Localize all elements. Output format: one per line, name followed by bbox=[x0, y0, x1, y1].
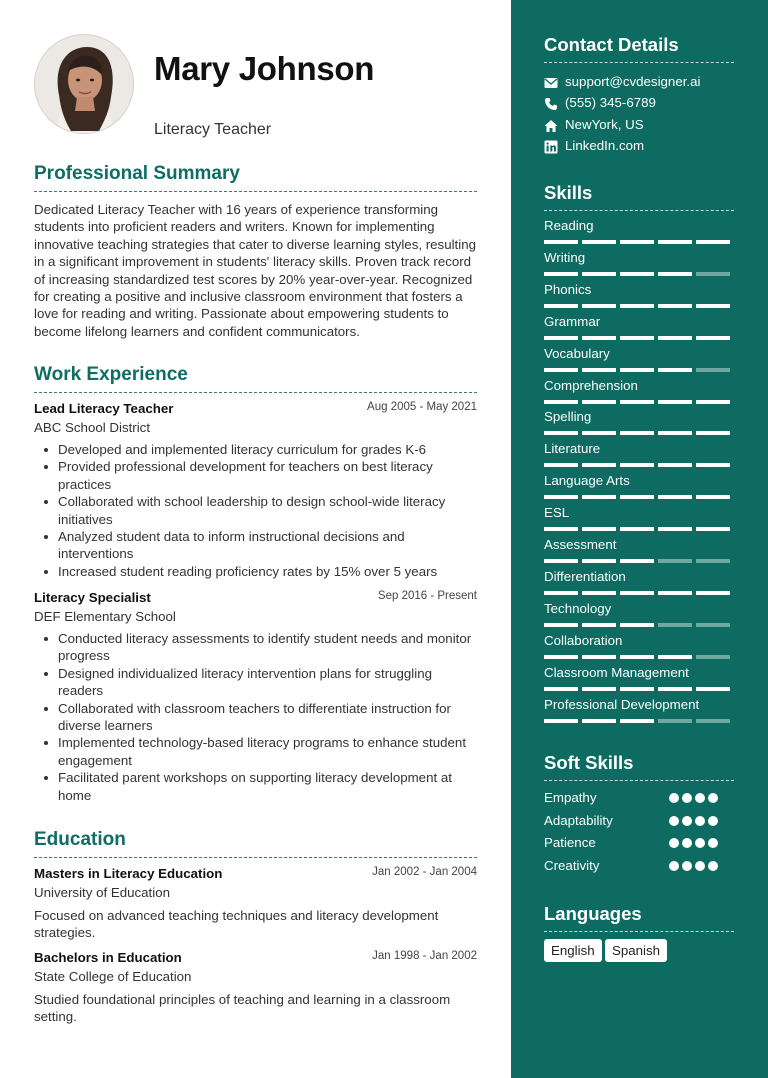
education-entry bbox=[34, 866, 477, 942]
skill-level-segment bbox=[620, 272, 654, 276]
skill-level-segment bbox=[620, 719, 654, 723]
skill-item bbox=[544, 409, 734, 439]
skill-item bbox=[544, 346, 734, 376]
bullet-item: Collaborated with classroom teachers to differentiate instruction for diverse learners bbox=[34, 700, 477, 735]
skill-level-segment bbox=[658, 495, 692, 499]
home-icon bbox=[544, 119, 558, 133]
soft-skill-rating bbox=[669, 861, 729, 873]
skill-item bbox=[544, 697, 734, 727]
skill-level-segment bbox=[696, 623, 730, 627]
skill-level-segment bbox=[620, 240, 654, 244]
skill-level-segment bbox=[582, 272, 616, 276]
skill-level-segment bbox=[696, 400, 730, 404]
skill-level-bar bbox=[544, 272, 734, 276]
rating-dot bbox=[682, 838, 692, 848]
job-entry bbox=[34, 590, 477, 804]
skill-level-segment bbox=[658, 304, 692, 308]
skill-level-segment bbox=[582, 240, 616, 244]
rating-dot bbox=[708, 816, 718, 826]
skill-name: Differentiation bbox=[544, 568, 626, 584]
skill-level-segment bbox=[620, 591, 654, 595]
job-role: Literacy Teacher bbox=[154, 121, 272, 138]
skill-name: Spelling bbox=[544, 409, 592, 425]
soft-skill-item bbox=[544, 835, 734, 855]
skill-level-segment bbox=[620, 400, 654, 404]
skill-level-segment bbox=[658, 368, 692, 372]
skill-level-segment bbox=[658, 655, 692, 659]
skill-level-segment bbox=[544, 336, 578, 340]
skill-level-bar bbox=[544, 336, 734, 340]
skill-level-segment bbox=[696, 655, 730, 659]
rating-dot bbox=[695, 861, 705, 871]
skill-level-bar bbox=[544, 463, 734, 467]
skill-level-segment bbox=[582, 687, 616, 691]
job-dates: Sep 2016 - Present bbox=[377, 590, 477, 602]
skill-level-segment bbox=[658, 431, 692, 435]
skill-level-segment bbox=[658, 240, 692, 244]
skill-level-bar bbox=[544, 527, 734, 531]
skill-level-segment bbox=[544, 304, 578, 308]
contact-email[interactable] bbox=[544, 74, 744, 92]
languages-heading: Languages bbox=[544, 903, 734, 932]
school-name: University of Education bbox=[34, 885, 170, 900]
soft-skills-heading: Soft Skills bbox=[544, 752, 734, 781]
education-heading: Education bbox=[34, 829, 477, 858]
skill-level-bar bbox=[544, 719, 734, 723]
skill-level-segment bbox=[544, 655, 578, 659]
job-bullets bbox=[34, 441, 477, 580]
education-dates: Jan 2002 - Jan 2004 bbox=[372, 866, 477, 878]
skill-level-bar bbox=[544, 559, 734, 563]
summary-text: Dedicated Literacy Teacher with 16 years of experience transforming students into proficient readers and writers. Known for implementing innovative teaching strategies that cater to diverse learning styles, resulting in a significant improvement in students' literacy skills. Proven track record of increasing standardized test scores by 20% year-over-year. Recognized for creating a positive and inclusive classroom environment that fosters a love for reading and writing. Passionate about empowering students to become lifelong learners and confident communicators. bbox=[34, 202, 476, 339]
job-title: Lead Literacy Teacher bbox=[34, 401, 174, 416]
rating-dot bbox=[708, 793, 718, 803]
skill-level-bar bbox=[544, 368, 734, 372]
skill-level-segment bbox=[582, 527, 616, 531]
skill-level-segment bbox=[582, 495, 616, 499]
skill-level-segment bbox=[658, 527, 692, 531]
skill-level-segment bbox=[582, 431, 616, 435]
bullet-item: Implemented technology-based literacy programs to enhance student engagement bbox=[34, 734, 477, 769]
avatar bbox=[34, 34, 134, 134]
skill-level-segment bbox=[658, 272, 692, 276]
skill-item bbox=[544, 250, 734, 280]
skill-level-bar bbox=[544, 431, 734, 435]
skill-level-bar bbox=[544, 240, 734, 244]
skill-level-segment bbox=[544, 719, 578, 723]
skill-level-segment bbox=[544, 623, 578, 627]
skill-level-segment bbox=[696, 687, 730, 691]
rating-dot bbox=[695, 816, 705, 826]
skill-level-bar bbox=[544, 655, 734, 659]
bullet-item: Developed and implemented literacy curriculum for grades K-6 bbox=[34, 441, 477, 458]
envelope-icon bbox=[544, 76, 558, 90]
skill-level-segment bbox=[620, 368, 654, 372]
linkedin-icon bbox=[544, 140, 558, 154]
skill-level-segment bbox=[544, 591, 578, 595]
skill-level-segment bbox=[658, 463, 692, 467]
skill-level-segment bbox=[582, 623, 616, 627]
skill-level-segment bbox=[658, 623, 692, 627]
rating-dot bbox=[669, 861, 679, 871]
soft-skill-item bbox=[544, 858, 734, 878]
skill-level-bar bbox=[544, 304, 734, 308]
job-entry bbox=[34, 401, 477, 580]
job-organization: ABC School District bbox=[34, 420, 151, 435]
skill-name: Comprehension bbox=[544, 377, 638, 393]
language-tag: Spanish bbox=[605, 939, 667, 962]
skill-level-segment bbox=[696, 240, 730, 244]
skill-item bbox=[544, 441, 734, 471]
contact-linkedin[interactable] bbox=[544, 138, 744, 156]
skill-level-segment bbox=[620, 431, 654, 435]
skill-item bbox=[544, 505, 734, 535]
skill-level-segment bbox=[582, 591, 616, 595]
skill-item bbox=[544, 218, 734, 248]
skill-level-bar bbox=[544, 687, 734, 691]
skills-heading: Skills bbox=[544, 182, 734, 211]
rating-dot bbox=[695, 838, 705, 848]
skill-level-segment bbox=[620, 559, 654, 563]
skill-level-segment bbox=[582, 368, 616, 372]
bullet-item: Increased student reading proficiency rates by 15% over 5 years bbox=[34, 563, 477, 580]
rating-dot bbox=[708, 838, 718, 848]
experience-heading: Work Experience bbox=[34, 364, 477, 393]
rating-dot bbox=[695, 793, 705, 803]
skill-name: Collaboration bbox=[544, 632, 623, 648]
skill-name: Professional Development bbox=[544, 696, 700, 712]
rating-dot bbox=[682, 816, 692, 826]
skill-level-segment bbox=[658, 591, 692, 595]
skill-level-segment bbox=[696, 591, 730, 595]
skill-level-segment bbox=[696, 463, 730, 467]
soft-skill-rating bbox=[669, 816, 729, 828]
languages-list bbox=[544, 939, 734, 965]
skill-level-segment bbox=[620, 623, 654, 627]
skill-level-segment bbox=[620, 304, 654, 308]
soft-skill-name: Empathy bbox=[544, 790, 597, 805]
skill-item bbox=[544, 633, 734, 663]
skill-level-segment bbox=[544, 687, 578, 691]
skill-level-segment bbox=[544, 431, 578, 435]
sidebar bbox=[511, 0, 768, 1078]
skill-level-bar bbox=[544, 495, 734, 499]
contact-linkedin-text: LinkedIn.com bbox=[565, 138, 645, 153]
skill-item bbox=[544, 665, 734, 695]
education-dates: Jan 1998 - Jan 2002 bbox=[372, 950, 477, 962]
skill-level-segment bbox=[620, 495, 654, 499]
skill-level-segment bbox=[620, 655, 654, 659]
bullet-item: Provided professional development for teachers on best literacy practices bbox=[34, 458, 477, 493]
skill-level-segment bbox=[544, 559, 578, 563]
bullet-item: Facilitated parent workshops on supporting literacy development at home bbox=[34, 769, 477, 804]
rating-dot bbox=[669, 816, 679, 826]
rating-dot bbox=[669, 838, 679, 848]
job-dates: Aug 2005 - May 2021 bbox=[367, 401, 477, 413]
skill-name: Literature bbox=[544, 441, 601, 457]
contact-phone-text: (555) 345-6789 bbox=[565, 95, 656, 110]
skill-level-segment bbox=[696, 559, 730, 563]
skill-level-segment bbox=[582, 719, 616, 723]
skill-level-segment bbox=[620, 687, 654, 691]
skill-level-segment bbox=[696, 719, 730, 723]
skill-level-segment bbox=[620, 527, 654, 531]
skill-level-bar bbox=[544, 623, 734, 627]
skill-item bbox=[544, 282, 734, 312]
skill-item bbox=[544, 314, 734, 344]
skill-item bbox=[544, 601, 734, 631]
skill-item bbox=[544, 378, 734, 408]
bullet-item: Collaborated with school leadership to design school-wide literacy initiatives bbox=[34, 493, 477, 528]
skill-name: Phonics bbox=[544, 281, 592, 297]
skill-level-segment bbox=[544, 400, 578, 404]
skill-level-segment bbox=[696, 304, 730, 308]
skill-name: Classroom Management bbox=[544, 664, 689, 680]
degree-title: Masters in Literacy Education bbox=[34, 866, 223, 881]
skill-name: Writing bbox=[544, 249, 586, 265]
soft-skill-item bbox=[544, 813, 734, 833]
skill-item bbox=[544, 473, 734, 503]
skill-level-segment bbox=[620, 463, 654, 467]
bullet-item: Conducted literacy assessments to identify student needs and monitor progress bbox=[34, 630, 477, 665]
skill-name: Vocabulary bbox=[544, 345, 610, 361]
contact-email-text: support@cvdesigner.ai bbox=[565, 74, 701, 89]
skill-item bbox=[544, 569, 734, 599]
skill-item bbox=[544, 537, 734, 567]
contact-phone[interactable] bbox=[544, 95, 744, 113]
bullet-item: Designed individualized literacy intervention plans for struggling readers bbox=[34, 665, 477, 700]
skill-level-segment bbox=[582, 304, 616, 308]
skill-name: Reading bbox=[544, 218, 594, 233]
contact-location bbox=[544, 117, 744, 135]
skill-name: Assessment bbox=[544, 537, 617, 552]
skill-level-segment bbox=[620, 336, 654, 340]
skill-level-segment bbox=[544, 527, 578, 531]
degree-title: Bachelors in Education bbox=[34, 950, 182, 965]
skill-level-segment bbox=[696, 431, 730, 435]
education-entry bbox=[34, 950, 477, 1026]
education-description: Focused on advanced teaching techniques and literacy development strategies. bbox=[34, 908, 439, 941]
skill-level-segment bbox=[544, 272, 578, 276]
bullet-item: Analyzed student data to inform instructional decisions and interventions bbox=[34, 528, 477, 563]
skill-level-segment bbox=[696, 272, 730, 276]
skill-level-segment bbox=[544, 463, 578, 467]
portrait-image bbox=[35, 35, 134, 134]
skill-level-segment bbox=[658, 719, 692, 723]
rating-dot bbox=[682, 861, 692, 871]
summary-heading: Professional Summary bbox=[34, 163, 477, 192]
skill-name: Language Arts bbox=[544, 473, 630, 489]
skill-level-segment bbox=[696, 495, 730, 499]
skill-level-segment bbox=[658, 336, 692, 340]
skill-level-segment bbox=[696, 527, 730, 531]
skill-level-segment bbox=[544, 495, 578, 499]
rating-dot bbox=[669, 793, 679, 803]
soft-skill-name: Creativity bbox=[544, 857, 600, 873]
soft-skill-item bbox=[544, 790, 734, 810]
skill-level-segment bbox=[582, 463, 616, 467]
soft-skill-rating bbox=[669, 793, 729, 805]
job-organization: DEF Elementary School bbox=[34, 609, 176, 624]
skill-level-segment bbox=[582, 559, 616, 563]
skill-level-segment bbox=[582, 400, 616, 404]
soft-skill-name: Adaptability bbox=[544, 812, 613, 828]
skill-level-bar bbox=[544, 591, 734, 595]
skill-level-segment bbox=[696, 368, 730, 372]
rating-dot bbox=[708, 861, 718, 871]
phone-icon bbox=[544, 97, 558, 111]
skill-level-segment bbox=[582, 336, 616, 340]
person-name: Mary Johnson bbox=[154, 50, 375, 87]
skill-level-segment bbox=[658, 687, 692, 691]
soft-skill-rating bbox=[669, 838, 729, 850]
resume-header bbox=[34, 34, 477, 138]
skill-name: ESL bbox=[544, 505, 570, 521]
language-tag: English bbox=[544, 939, 602, 962]
job-bullets bbox=[34, 630, 477, 804]
skill-level-segment bbox=[658, 400, 692, 404]
skill-level-bar bbox=[544, 400, 734, 404]
skill-name: Technology bbox=[544, 600, 612, 616]
skill-level-segment bbox=[582, 655, 616, 659]
skill-level-segment bbox=[544, 368, 578, 372]
contact-heading: Contact Details bbox=[544, 34, 734, 63]
job-title: Literacy Specialist bbox=[34, 590, 151, 605]
education-description: Studied foundational principles of teaching and learning in a classroom setting. bbox=[34, 992, 451, 1025]
skill-level-segment bbox=[696, 336, 730, 340]
soft-skill-name: Patience bbox=[544, 835, 596, 851]
rating-dot bbox=[682, 793, 692, 803]
contact-location-text: NewYork, US bbox=[565, 117, 644, 132]
skill-level-segment bbox=[544, 240, 578, 244]
skill-name: Grammar bbox=[544, 313, 601, 329]
skill-level-segment bbox=[658, 559, 692, 563]
school-name: State College of Education bbox=[34, 969, 192, 984]
